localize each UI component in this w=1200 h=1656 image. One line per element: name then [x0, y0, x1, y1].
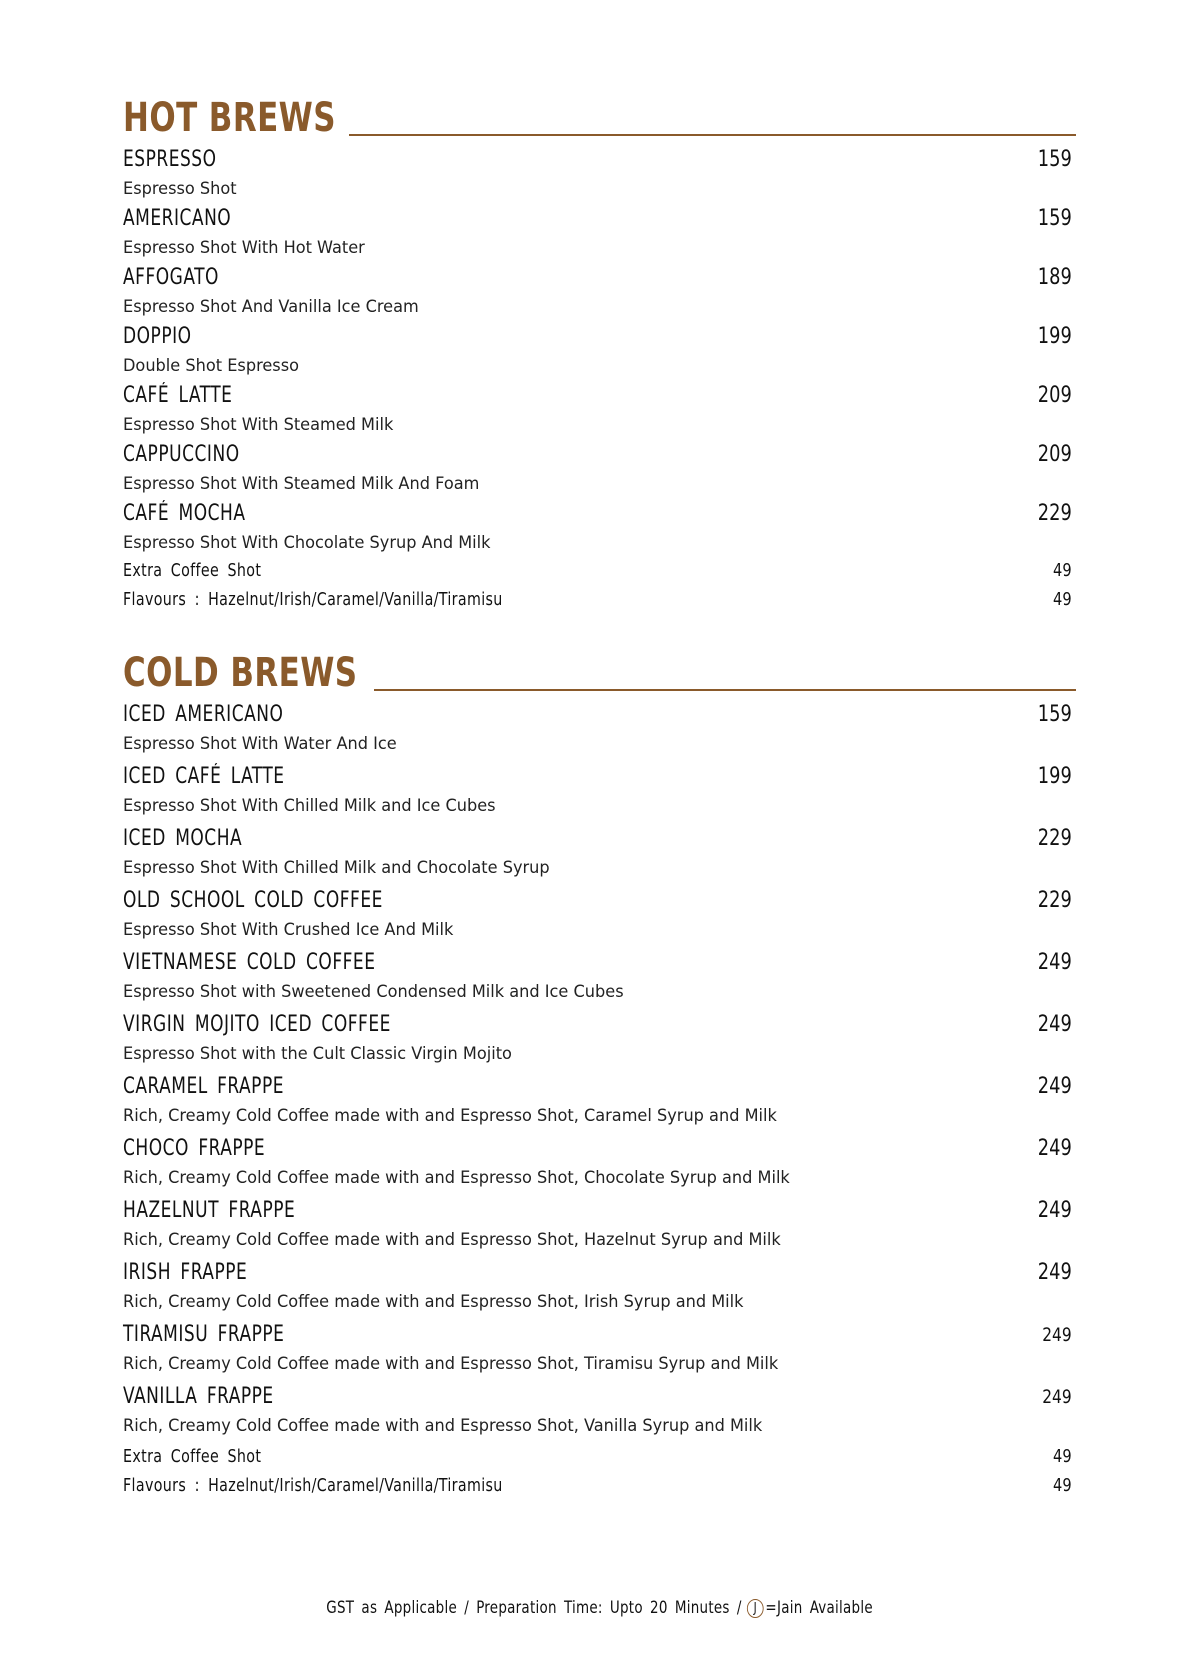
item-description: Rich, Creamy Cold Coffee made with and Espresso Shot, Tiramisu Syrup and Milk [123, 1354, 779, 1374]
item-price: 189 [1037, 265, 1072, 290]
section-hot-brews [123, 90, 1076, 615]
menu-item [123, 380, 1076, 439]
item-name: HAZELNUT FRAPPE [123, 1198, 296, 1223]
item-name: ICED CAFÉ LATTE [123, 764, 285, 789]
item-price: 229 [1037, 888, 1072, 913]
item-description: Rich, Creamy Cold Coffee made with and Espresso Shot, Vanilla Syrup and Milk [123, 1416, 763, 1436]
extra-price: 49 [1053, 1446, 1072, 1467]
extra-label: Flavours : Hazelnut/Irish/Caramel/Vanilla/Tiramisu [123, 1475, 503, 1496]
extra-price: 49 [1053, 1475, 1072, 1496]
item-description: Espresso Shot with Sweetened Condensed Milk and Ice Cubes [123, 982, 624, 1002]
item-name: CARAMEL FRAPPE [123, 1074, 284, 1099]
item-price: 229 [1037, 501, 1072, 526]
menu-item [123, 823, 1076, 885]
extra-label: Extra Coffee Shot [123, 1446, 262, 1467]
item-name: OLD SCHOOL COLD COFFEE [123, 888, 383, 913]
item-price: 249 [1042, 1386, 1072, 1408]
item-price: 209 [1037, 383, 1072, 408]
extra-item [123, 586, 1076, 615]
item-price: 249 [1037, 1136, 1072, 1161]
item-price: 209 [1037, 442, 1072, 467]
item-description: Espresso Shot With Water And Ice [123, 734, 397, 754]
item-description: Espresso Shot With Crushed Ice And Milk [123, 920, 454, 940]
item-price: 159 [1037, 702, 1072, 727]
section-title: HOT BREWS [123, 95, 336, 141]
item-name: VIRGIN MOJITO ICED COFFEE [123, 1012, 391, 1037]
menu-item [123, 203, 1076, 262]
item-description: Espresso Shot [123, 179, 237, 199]
item-description: Espresso Shot With Steamed Milk And Foam [123, 474, 480, 494]
menu-item [123, 885, 1076, 947]
extra-item [123, 1443, 1076, 1472]
item-price: 249 [1037, 1074, 1072, 1099]
footer-note [0, 1598, 1200, 1618]
footer-line [327, 1598, 874, 1618]
item-name: ICED AMERICANO [123, 702, 284, 727]
item-name: CAFÉ MOCHA [123, 501, 246, 526]
item-name: AMERICANO [123, 206, 232, 231]
extra-label: Extra Coffee Shot [123, 560, 262, 581]
item-description: Rich, Creamy Cold Coffee made with and Espresso Shot, Irish Syrup and Milk [123, 1292, 744, 1312]
item-description: Espresso Shot With Hot Water [123, 238, 365, 258]
item-description: Rich, Creamy Cold Coffee made with and Espresso Shot, Caramel Syrup and Milk [123, 1106, 777, 1126]
item-price: 199 [1037, 324, 1072, 349]
item-description: Rich, Creamy Cold Coffee made with and Espresso Shot, Hazelnut Syrup and Milk [123, 1230, 781, 1250]
extra-label: Flavours : Hazelnut/Irish/Caramel/Vanilla/Tiramisu [123, 589, 503, 610]
menu-item [123, 498, 1076, 557]
menu-item [123, 947, 1076, 1009]
extra-item [123, 557, 1076, 586]
item-price: 199 [1037, 764, 1072, 789]
menu-item [123, 1071, 1076, 1133]
section-cold-brews [123, 645, 1076, 1501]
section-divider [349, 134, 1076, 136]
menu-item [123, 761, 1076, 823]
item-price: 229 [1037, 826, 1072, 851]
extra-item [123, 1472, 1076, 1501]
item-description: Espresso Shot With Chilled Milk and Chocolate Syrup [123, 858, 550, 878]
item-name: VIETNAMESE COLD COFFEE [123, 950, 376, 975]
footer-jain-text: =Jain Available [765, 1598, 874, 1618]
menu-item [123, 1381, 1076, 1443]
item-price: 249 [1037, 950, 1072, 975]
item-price: 249 [1037, 1260, 1072, 1285]
menu-item [123, 439, 1076, 498]
item-name: AFFOGATO [123, 265, 219, 290]
item-description: Espresso Shot With Chocolate Syrup And Milk [123, 533, 491, 553]
footer-text: GST as Applicable / Preparation Time: Upto 20 Minutes / [326, 1598, 743, 1618]
menu-item [123, 699, 1076, 761]
item-description: Espresso Shot With Steamed Milk [123, 415, 394, 435]
item-price: 249 [1037, 1012, 1072, 1037]
section-divider [374, 689, 1076, 691]
item-description: Espresso Shot With Chilled Milk and Ice Cubes [123, 796, 496, 816]
menu-item [123, 1133, 1076, 1195]
item-name: ICED MOCHA [123, 826, 243, 851]
item-name: ESPRESSO [123, 147, 217, 172]
menu-item [123, 1009, 1076, 1071]
item-description: Espresso Shot And Vanilla Ice Cream [123, 297, 419, 317]
section-header [123, 645, 1076, 696]
menu-item [123, 144, 1076, 203]
menu-page [123, 90, 1076, 1501]
section-title: COLD BREWS [123, 650, 358, 696]
item-description: Espresso Shot with the Cult Classic Virgin Mojito [123, 1044, 512, 1064]
item-name: CHOCO FRAPPE [123, 1136, 266, 1161]
item-description: Rich, Creamy Cold Coffee made with and Espresso Shot, Chocolate Syrup and Milk [123, 1168, 790, 1188]
menu-item [123, 1319, 1076, 1381]
menu-item-list [123, 699, 1076, 1501]
menu-item [123, 321, 1076, 380]
item-price: 249 [1037, 1198, 1072, 1223]
item-price: 249 [1042, 1324, 1072, 1346]
item-name: CAPPUCCINO [123, 442, 240, 467]
item-price: 159 [1037, 206, 1072, 231]
item-name: DOPPIO [123, 324, 192, 349]
item-name: VANILLA FRAPPE [123, 1384, 274, 1409]
menu-item [123, 1257, 1076, 1319]
item-price: 159 [1037, 147, 1072, 172]
section-header [123, 90, 1076, 141]
extra-price: 49 [1053, 589, 1072, 610]
extra-price: 49 [1053, 560, 1072, 581]
item-name: CAFÉ LATTE [123, 383, 233, 408]
item-name: IRISH FRAPPE [123, 1260, 248, 1285]
menu-item [123, 262, 1076, 321]
item-name: TIRAMISU FRAPPE [123, 1322, 285, 1347]
menu-item [123, 1195, 1076, 1257]
jain-circle-j-icon: J [747, 1599, 764, 1618]
menu-item-list [123, 144, 1076, 615]
item-description: Double Shot Espresso [123, 356, 300, 376]
